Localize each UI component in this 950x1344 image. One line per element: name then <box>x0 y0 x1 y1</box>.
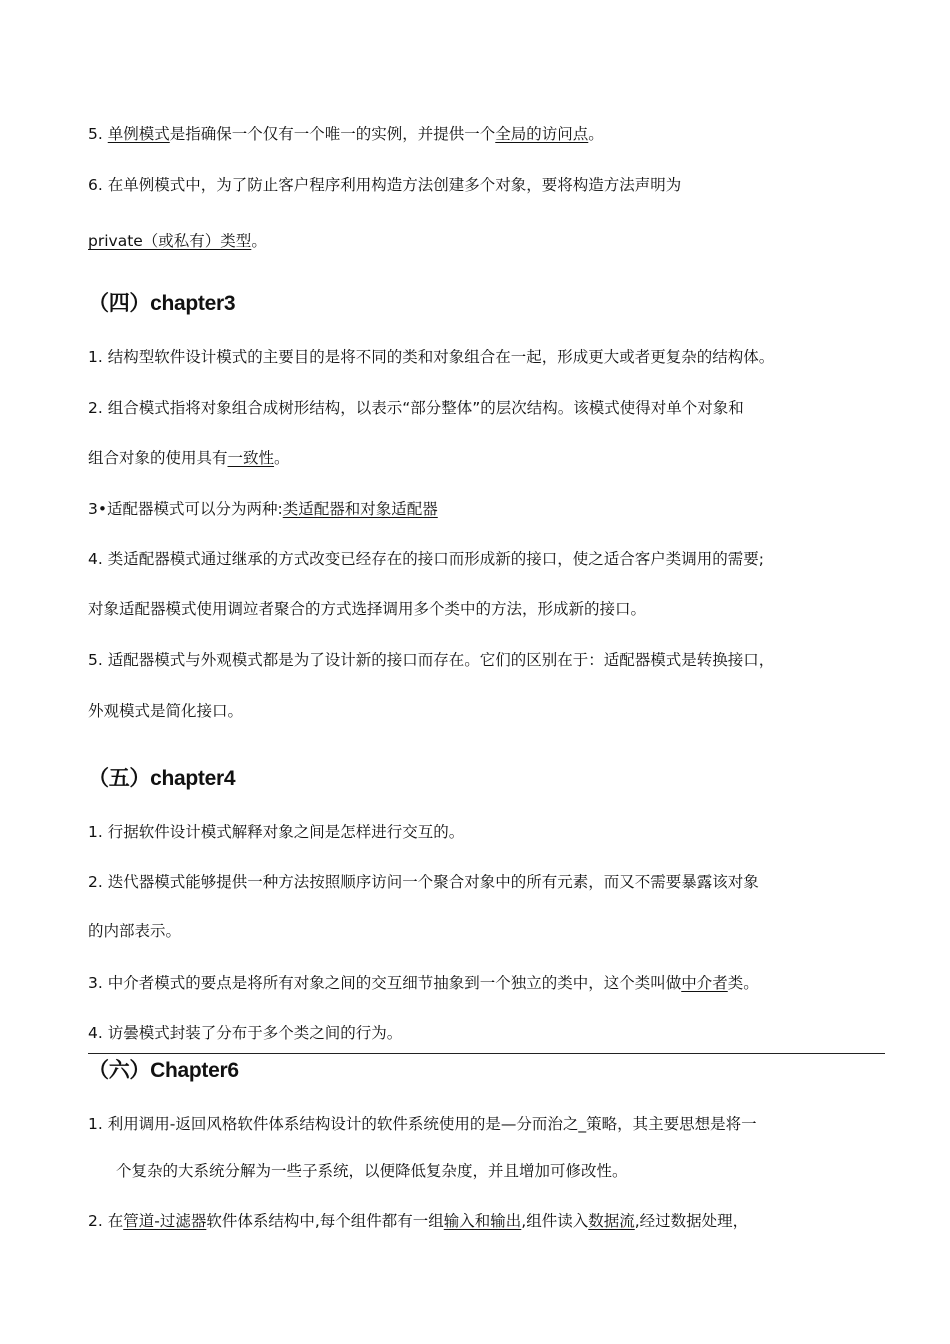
horizontal-divider <box>88 1053 885 1054</box>
term-underlined: 中介者 <box>681 974 728 992</box>
item-number: 6. <box>88 176 103 194</box>
item-number: 1. <box>88 823 103 841</box>
item-text: 适配器模式与外观模式都是为了设计新的接口而存在。它们的区别在于：适配器模式是转换接口， <box>107 651 775 669</box>
item-text: 组合对象的使用具有 <box>88 449 228 467</box>
item-text: 对象适配器模式使用调竝者聚合的方式选择调用多个类中的方法，形成新的接口。 <box>88 600 647 618</box>
item-number: 5. <box>88 651 103 669</box>
list-item <box>88 547 764 571</box>
item-text: 类适配器模式通过继承的方式改变已经存在的接口而形成新的接口，使之适合客户类调用的需要; <box>107 550 764 568</box>
list-item-continuation <box>88 919 181 943</box>
item-text: 个复杂的大系统分解为一些子系统，以便降低复杂度，并且增加可修改性。 <box>116 1162 628 1180</box>
term-underlined: 管道-过滤器 <box>123 1212 207 1230</box>
list-item-continuation <box>88 699 243 723</box>
list-item-continuation <box>88 597 646 621</box>
item-number: 1. <box>88 1115 103 1133</box>
item-text: 软件体系结构中,每个组件都有一组 <box>206 1212 444 1230</box>
item-text: 适配器模式可以分为两种: <box>107 500 283 518</box>
list-item <box>88 1021 402 1045</box>
item-number: 2. <box>88 873 103 891</box>
list-item-continuation <box>88 229 267 253</box>
item-text: 是指确保一个仅有一个唯一的实例，并提供一个 <box>169 125 496 143</box>
item-number: 2. <box>88 399 103 417</box>
list-item <box>88 396 744 420</box>
item-text: 行据软件设计模式解释对象之间是怎样进行交互的。 <box>107 823 465 841</box>
list-item <box>88 648 774 672</box>
item-text: 类。 <box>727 974 759 992</box>
item-text: 在 <box>107 1212 124 1230</box>
list-item <box>88 122 604 146</box>
term-underlined: 单例模式 <box>107 125 170 143</box>
item-number: 4. <box>88 550 103 568</box>
term-underlined: 全局的访问点 <box>495 125 589 143</box>
item-number: 1. <box>88 348 103 366</box>
item-text: 的内部表示。 <box>88 922 182 940</box>
list-item <box>88 345 774 369</box>
list-item <box>88 173 681 197</box>
item-number: 3. <box>88 974 103 992</box>
item-text: 在单例模式中，为了防止客户程序利用构造方法创建多个对象，要将构造方法声明为 <box>107 176 682 194</box>
list-item <box>88 870 759 894</box>
section-heading: （五）chapter4 <box>88 767 236 790</box>
list-item-continuation <box>116 1159 628 1183</box>
list-item <box>88 1209 748 1233</box>
list-item <box>88 971 759 995</box>
item-text: 。 <box>588 125 604 143</box>
item-text: 访曇模式封装了分布于多个类之间的行为。 <box>107 1024 403 1042</box>
item-text: 组合模式指将对象组合成树形结构，以表示“部分整体”的层次结构。该模式使得对单个对象和 <box>107 399 744 417</box>
item-text: 中介者模式的要点是将所有对象之间的交互细节抽象到一个独立的类中，这个类叫做 <box>107 974 682 992</box>
list-item-continuation <box>88 446 290 470</box>
list-item <box>88 820 464 844</box>
item-number: 4. <box>88 1024 103 1042</box>
term-underlined: 类适配器和对象适配器 <box>282 500 438 518</box>
item-number: 2. <box>88 1212 103 1230</box>
item-text: 迭代器模式能够提供一种方法按照顺序访问一个聚合对象中的所有元素，而又不需要暴露该对象 <box>107 873 759 891</box>
section-heading: （四）chapter3 <box>88 292 236 315</box>
section-heading: （六）Chapter6 <box>88 1059 239 1082</box>
item-number: 3• <box>88 500 108 518</box>
item-text: ,组件读入 <box>521 1212 589 1230</box>
item-text: ,经过数据处理， <box>634 1212 749 1230</box>
term-underlined: private（或私有）类型 <box>88 232 252 250</box>
item-text: 外观模式是简化接口。 <box>88 702 244 720</box>
item-text: 。 <box>274 449 290 467</box>
item-text: 结构型软件设计模式的主要目的是将不同的类和对象组合在一起，形成更大或者更复杂的结构体。 <box>107 348 775 366</box>
item-text: 。 <box>251 232 267 250</box>
list-item <box>88 497 438 521</box>
term-underlined: 一致性 <box>227 449 275 467</box>
item-number: 5. <box>88 125 103 143</box>
item-text: 利用调用-返回风格软件体系结构设计的软件系统使用的是—分而治之_策略，其主要思想是将一 <box>107 1115 757 1133</box>
list-item <box>88 1112 757 1136</box>
term-underlined: 输入和输出 <box>443 1212 522 1230</box>
term-underlined: 数据流 <box>588 1212 635 1230</box>
